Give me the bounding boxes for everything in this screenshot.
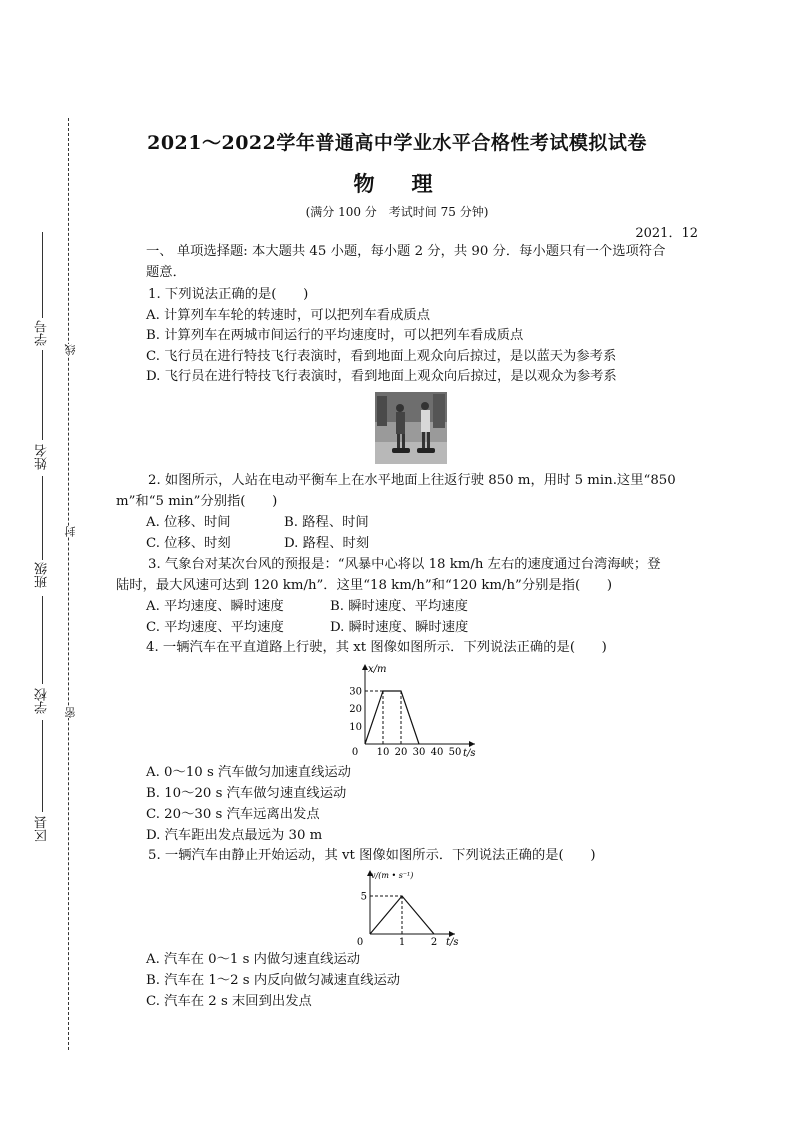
y-tick-label: 10 <box>349 721 362 733</box>
field-underline <box>42 720 43 812</box>
binding-dashed-line <box>68 118 69 1050</box>
field-underline <box>42 596 43 684</box>
field-underline <box>42 350 43 440</box>
q3-option-a: A. 平均速度、瞬时速度 <box>146 599 284 614</box>
exam-note: (满分 100 分 考试时间 75 分钟) <box>305 205 489 219</box>
y-tick-label: 5 <box>360 891 367 903</box>
q3-option-b: B. 瞬时速度、平均速度 <box>330 599 468 614</box>
q5-stem: 5. 一辆汽车由静止开始运动，其 vt 图像如图所示．下列说法正确的是( ) <box>148 848 596 863</box>
x-tick-label: 2 <box>430 937 438 948</box>
q5-option-b: B. 汽车在 1～2 s 内反向做匀减速直线运动 <box>146 973 401 988</box>
q3-option-d: D. 瞬时速度、瞬时速度 <box>330 620 469 635</box>
x-tick-label: 0 <box>351 747 359 758</box>
q4-option-c: C. 20～30 s 汽车远离出发点 <box>146 807 320 822</box>
subject-title: 物 理 <box>353 171 441 196</box>
y-tick-label: 30 <box>349 686 362 698</box>
x-tick-label: 50 <box>448 747 462 758</box>
q2-option-c: C. 位移、时刻 <box>146 536 231 551</box>
q1-option-a: A. 计算列车车轮的转速时，可以把列车看成质点 <box>146 308 430 323</box>
x-t-chart <box>335 660 485 760</box>
name-label: 姓名 <box>35 444 50 470</box>
district-label: 区县 <box>35 816 50 842</box>
q4-stem: 4. 一辆汽车在平直道路上行驶，其 xt 图像如图所示．下列说法正确的是( ) <box>146 640 607 655</box>
field-underline <box>42 232 43 318</box>
q2-option-b: B. 路程、时间 <box>284 515 369 530</box>
q3-stem: 3. 气象台对某次台风的预报是：“风暴中心将以 18 km/h 左右的速度通过台湾海峡；登 <box>148 557 661 572</box>
q2-option-d: D. 路程、时刻 <box>284 536 370 551</box>
q3-option-c: C. 平均速度、平均速度 <box>146 620 284 635</box>
x-t-series-line <box>365 691 419 744</box>
exam-date: 2021．12 <box>635 226 698 241</box>
school-label: 学校 <box>35 688 50 714</box>
balance-scooter-photo <box>375 392 447 464</box>
seal-secret-char: 密 <box>64 707 77 718</box>
q3-stem-cont: 陆时，最大风速可达到 120 km/h”．这里“18 km/h”和“120 km/h”分别是指( ) <box>116 578 613 593</box>
x-axis-label: t/s <box>446 937 459 948</box>
q4-option-b: B. 10～20 s 汽车做匀速直线运动 <box>146 786 347 801</box>
x-tick-label: 0 <box>356 937 364 948</box>
x-tick-label: 20 <box>394 747 408 758</box>
y-tick-label: 20 <box>349 704 362 716</box>
seal-seal-char: 封 <box>64 526 77 537</box>
x-axis-label: t/s <box>463 748 476 759</box>
y-axis-label: x/m <box>368 664 387 675</box>
x-tick-label: 1 <box>398 937 406 948</box>
class-label: 班级 <box>35 562 50 588</box>
field-underline <box>42 476 43 560</box>
q1-option-b: B. 计算列车在两城市间运行的平均速度时，可以把列车看成质点 <box>146 328 524 343</box>
x-tick-label: 30 <box>412 747 426 758</box>
seal-line-char: 线 <box>64 344 77 355</box>
q5-option-c: C. 汽车在 2 s 末回到出发点 <box>146 994 312 1009</box>
q4-option-a: A. 0～10 s 汽车做匀加速直线运动 <box>146 765 351 780</box>
y-axis-label: v/(m • s⁻¹) <box>371 871 414 880</box>
x-tick-label: 10 <box>376 747 390 758</box>
section-heading: 一、 单项选择题: 本大题共 45 小题，每小题 2 分，共 90 分．每小题只有一个选项符合 <box>146 244 666 259</box>
student-id-label: 学号 <box>35 320 50 346</box>
q1-option-d: D. 飞行员在进行特技飞行表演时，看到地面上观众向后掠过，是以观众为参考系 <box>146 369 617 384</box>
q4-option-d: D. 汽车距出发点最远为 30 m <box>146 828 323 843</box>
x-axis-arrow <box>469 741 475 747</box>
q2-option-a: A. 位移、时间 <box>146 515 231 530</box>
v-t-chart <box>350 866 465 948</box>
q2-stem: 2. 如图所示，人站在电动平衡车上在水平地面上往返行驶 850 m，用时 5 min.这里“850 <box>148 473 676 488</box>
exam-title: 2021～2022学年普通高中学业水平合格性考试模拟试卷 <box>147 132 647 154</box>
q1-option-c: C. 飞行员在进行特技飞行表演时，看到地面上观众向后掠过，是以蓝天为参考系 <box>146 349 617 364</box>
q1-stem: 1. 下列说法正确的是( ) <box>148 287 309 302</box>
section-heading-cont: 题意． <box>146 265 186 280</box>
q2-stem-cont: m”和“5 min”分别指( ) <box>116 494 278 509</box>
q5-option-a: A. 汽车在 0～1 s 内做匀速直线运动 <box>146 952 361 967</box>
x-tick-label: 40 <box>430 747 444 758</box>
